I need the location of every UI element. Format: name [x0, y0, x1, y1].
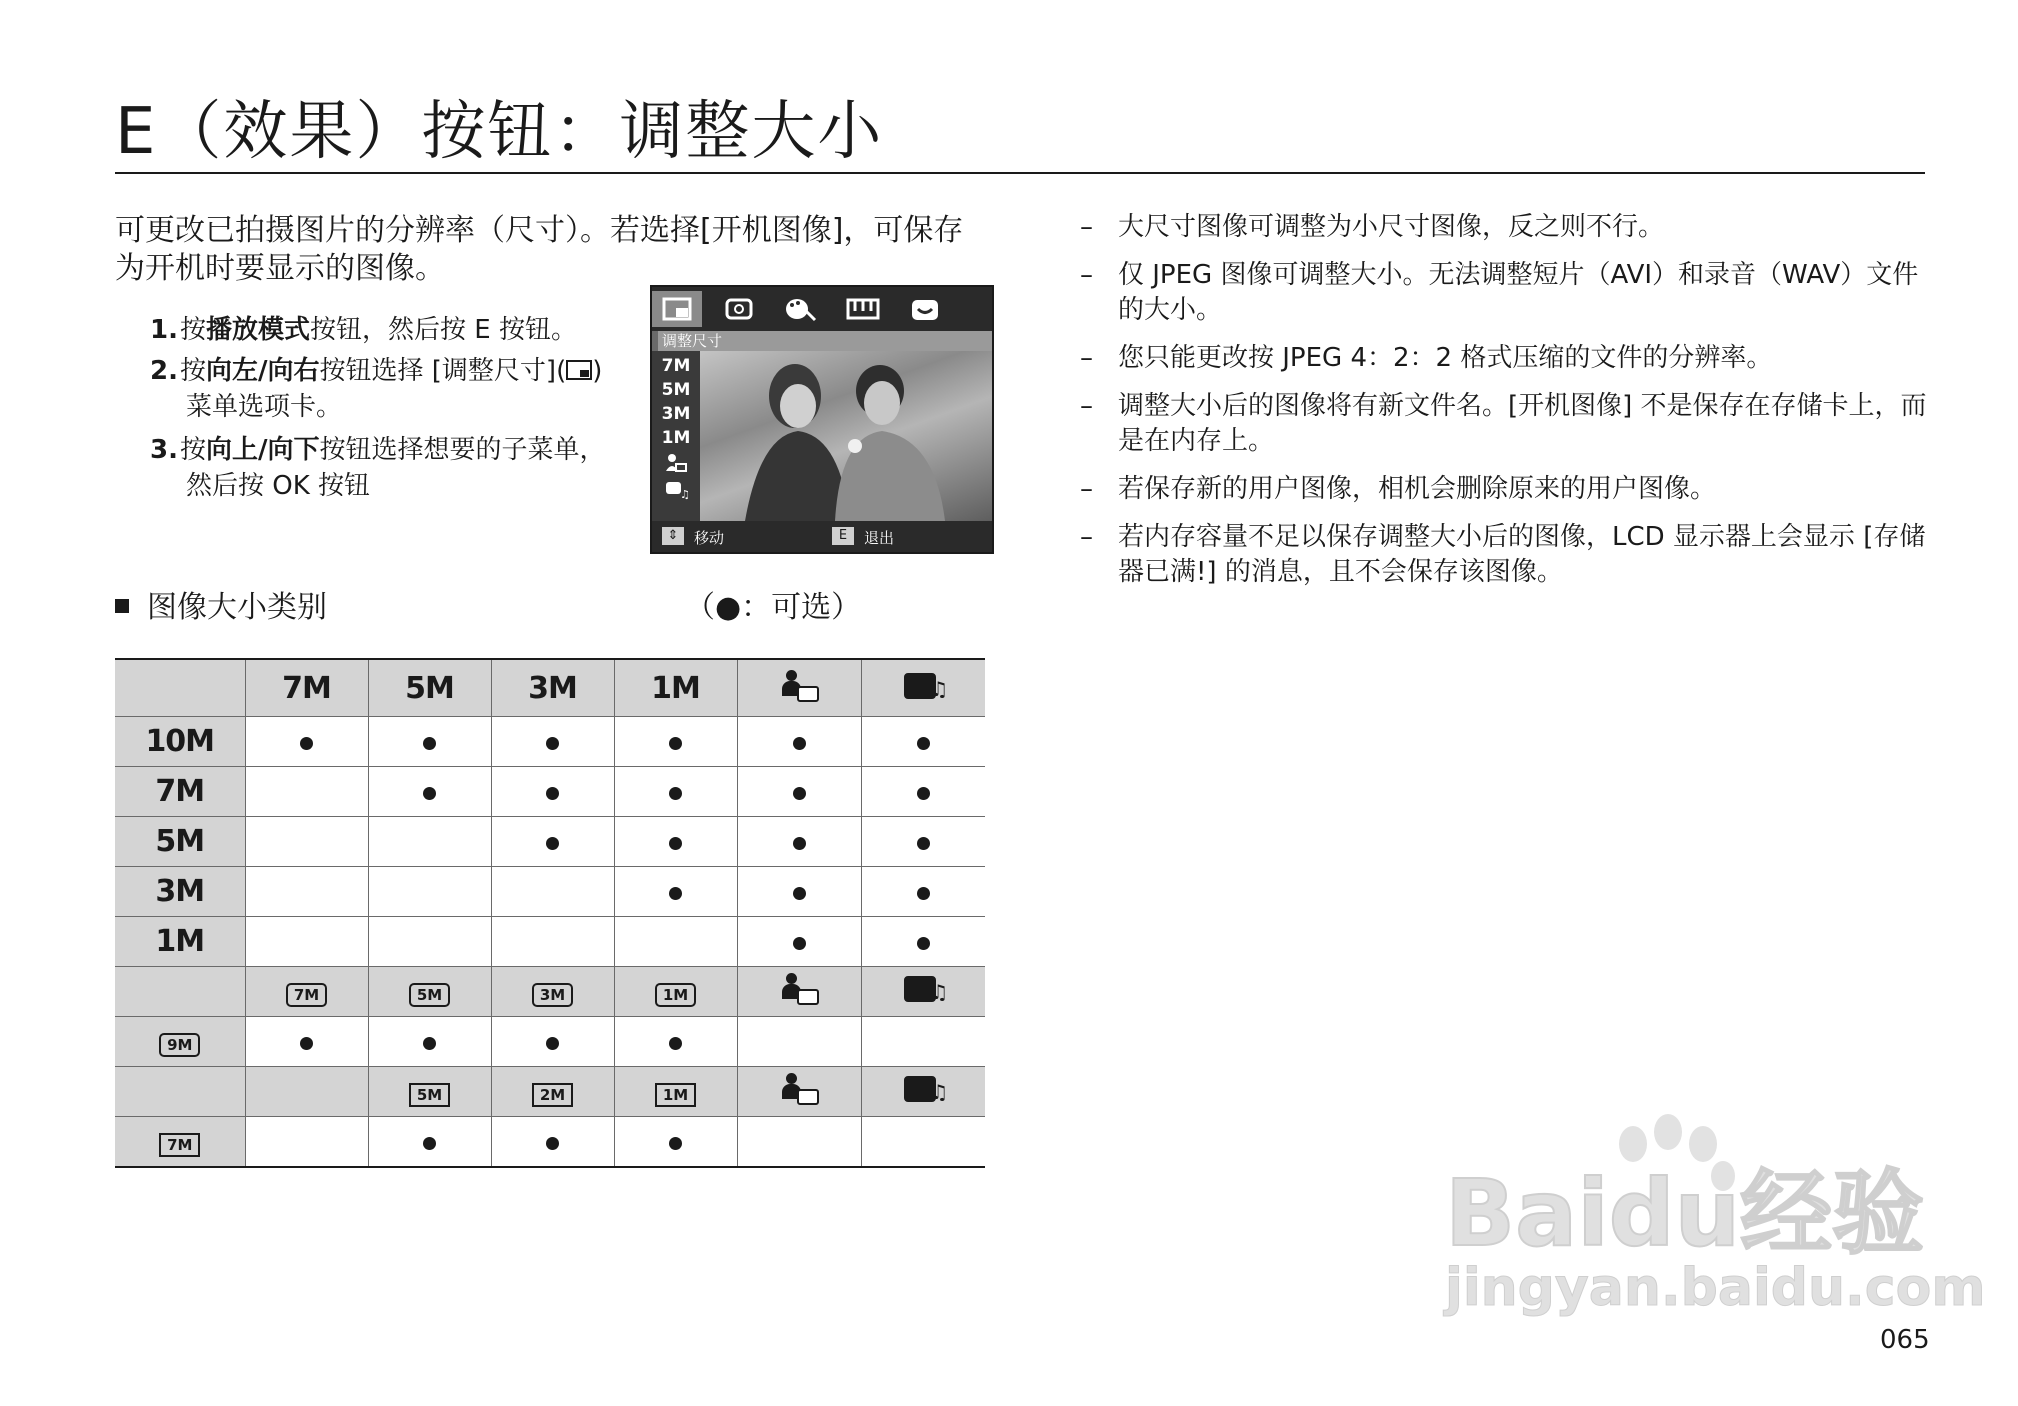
- table-row: [115, 867, 985, 917]
- startup-image-icon: ♫: [904, 671, 942, 699]
- table-cell: [737, 717, 861, 767]
- step-number: 1.: [150, 315, 178, 345]
- available-dot-icon: [423, 1037, 436, 1050]
- fun-tab-icon: [900, 291, 950, 327]
- step-emphasis: 向左/向右: [206, 356, 320, 386]
- submenu-item: 1M: [661, 428, 691, 448]
- table-cell: [245, 767, 368, 817]
- table-cell: [737, 917, 861, 967]
- available-dot-icon: [546, 787, 559, 800]
- resolution-label: 5M: [409, 983, 450, 1007]
- table-cell: [614, 717, 737, 767]
- up-down-icon: ⇕: [662, 527, 684, 545]
- resolution-label: 10M: [145, 724, 215, 759]
- available-dot-icon: [669, 737, 682, 750]
- watermark-brand: Baidu经验: [1445, 1160, 1925, 1267]
- step-text: 按: [180, 435, 207, 465]
- camera-screen-illustration: [650, 285, 994, 554]
- column-header: [861, 659, 985, 717]
- note-item: – 大尺寸图像可调整为小尺寸图像，反之则不行。: [1080, 210, 1930, 245]
- table-cell: [861, 817, 985, 867]
- table-row: [115, 717, 985, 767]
- resize-tab-icon: [652, 291, 702, 327]
- step-text: ): [592, 356, 603, 386]
- available-dot-icon: [793, 737, 806, 750]
- diagonal-header-cell: [115, 1067, 245, 1117]
- table-cell: [491, 917, 614, 967]
- resolution-label: 7M: [159, 1133, 200, 1157]
- square-bullet: [115, 599, 129, 613]
- table-cell: [737, 767, 861, 817]
- table-cell: [491, 1017, 614, 1067]
- resolution-label: 3M: [532, 983, 573, 1007]
- submenu-item: 5M: [661, 380, 691, 400]
- table-cell: [368, 817, 491, 867]
- note-item: – 调整大小后的图像将有新文件名。[开机图像] 不是保存在存储卡上，而是在内存上。: [1080, 389, 1930, 459]
- row-header: [115, 717, 245, 767]
- resolution-label: 2M: [532, 1083, 573, 1107]
- step-3: [150, 432, 630, 504]
- available-dot-icon: [669, 1037, 682, 1050]
- available-dot-icon: [300, 1037, 313, 1050]
- table-cell: [245, 917, 368, 967]
- table-cell: [491, 1117, 614, 1168]
- column-header: [245, 659, 368, 717]
- intro-paragraph: 可更改已拍摄图片的分辨率（尺寸）。若选择[开机图像]，可保存为开机时要显示的图像。: [115, 213, 964, 286]
- table-cell: [614, 817, 737, 867]
- table-header-row: [115, 967, 985, 1017]
- resolution-label: 5M: [405, 670, 454, 706]
- row-header: [115, 817, 245, 867]
- row-header: [115, 1117, 245, 1168]
- note-item: – 若保存新的用户图像，相机会删除原来的用户图像。: [1080, 472, 1930, 507]
- person-camera-icon: [782, 973, 816, 1003]
- table-cell: [737, 867, 861, 917]
- available-dot-icon: [793, 937, 806, 950]
- resolution-label: 1M: [651, 670, 700, 706]
- page-number: 065: [1880, 1325, 1930, 1355]
- resolution-label: 7M: [282, 670, 331, 706]
- available-dot-icon: [917, 937, 930, 950]
- column-header: [368, 1067, 491, 1117]
- note-item: – 仅 JPEG 图像可调整大小。无法调整短片（AVI）和录音（WAV）文件的大小。: [1080, 258, 1930, 328]
- table-cell: [368, 917, 491, 967]
- column-header: [737, 659, 861, 717]
- table-cell: [245, 1117, 368, 1168]
- column-header: [491, 1067, 614, 1117]
- available-dot-icon: [669, 1137, 682, 1150]
- column-header: [861, 1067, 985, 1117]
- table-cell: [737, 1117, 861, 1168]
- table-cell: [861, 717, 985, 767]
- section-heading-text: 图像大小类别: [147, 590, 327, 625]
- available-dot-icon: [917, 737, 930, 750]
- resize-compatibility-table: [115, 658, 985, 1168]
- submenu-person-icon: [658, 453, 694, 475]
- step-number: 3.: [150, 435, 178, 465]
- person-camera-icon: [782, 1073, 816, 1103]
- available-dot-icon: [546, 1037, 559, 1050]
- table-cell: [368, 1017, 491, 1067]
- table-cell: [491, 717, 614, 767]
- diagonal-header-cell: [115, 967, 245, 1017]
- table-cell: [614, 917, 737, 967]
- column-header: [245, 967, 368, 1017]
- step-continuation: 然后按 OK 按钮: [186, 471, 371, 501]
- available-dot-icon: [423, 787, 436, 800]
- e-key: E: [832, 527, 854, 545]
- table-cell: [614, 867, 737, 917]
- available-dot-icon: [423, 1137, 436, 1150]
- step-text: 按: [180, 315, 207, 345]
- move-label: 移动: [694, 529, 725, 547]
- available-dot-icon: [546, 837, 559, 850]
- available-dot-icon: [669, 887, 682, 900]
- diagonal-header-cell: [115, 659, 245, 717]
- camera-submenu: [652, 351, 700, 521]
- available-dot-icon: [917, 837, 930, 850]
- color-tab-icon: [776, 291, 826, 327]
- table-cell: [861, 917, 985, 967]
- table-cell: [614, 767, 737, 817]
- empty-header-cell: [245, 1067, 368, 1117]
- svg-text:♫: ♫: [680, 488, 690, 501]
- table-cell: [861, 867, 985, 917]
- table-cell: [368, 867, 491, 917]
- available-dot-icon: [669, 787, 682, 800]
- page-title: E（效果）按钮：调整大小: [115, 95, 884, 169]
- resolution-label: 7M: [286, 983, 327, 1007]
- table-cell: [861, 767, 985, 817]
- table-cell: [245, 717, 368, 767]
- available-dot-icon: [793, 837, 806, 850]
- step-text: 按钮选择想要的子菜单，: [319, 435, 606, 465]
- table-cell: [861, 1117, 985, 1168]
- row-header: [115, 867, 245, 917]
- table-cell: [245, 1017, 368, 1067]
- watermark: [1445, 1140, 1986, 1320]
- startup-image-icon: ♫: [904, 974, 942, 1002]
- step-1: [150, 312, 630, 348]
- column-header: [737, 1067, 861, 1117]
- step-2: [150, 353, 630, 425]
- column-header: [737, 967, 861, 1017]
- resolution-label: 3M: [528, 670, 577, 706]
- resolution-label: 5M: [409, 1083, 450, 1107]
- table-cell: [614, 1017, 737, 1067]
- submenu-item: 7M: [661, 356, 691, 376]
- column-header: [368, 659, 491, 717]
- submenu-startup-icon: [658, 479, 694, 501]
- table-cell: [491, 867, 614, 917]
- table-cell: [491, 767, 614, 817]
- table-cell: [245, 867, 368, 917]
- column-header: [614, 967, 737, 1017]
- available-dot-icon: [917, 887, 930, 900]
- column-header: [614, 1067, 737, 1117]
- table-cell: [737, 1017, 861, 1067]
- available-dot-icon: [546, 1137, 559, 1150]
- step-text: 按: [180, 356, 207, 386]
- resolution-label: 5M: [155, 824, 205, 859]
- table-header-row: [115, 1067, 985, 1117]
- column-header: [368, 967, 491, 1017]
- row-header: [115, 1017, 245, 1067]
- section-heading: [115, 582, 327, 626]
- table-row: [115, 767, 985, 817]
- available-dot-icon: [423, 737, 436, 750]
- table-row: [115, 917, 985, 967]
- column-header: [491, 967, 614, 1017]
- column-header: [491, 659, 614, 717]
- available-dot-icon: [917, 787, 930, 800]
- resolution-label: 1M: [155, 924, 205, 959]
- resolution-label: 3M: [155, 874, 205, 909]
- person-camera-icon: [782, 670, 816, 700]
- notes-list: [1080, 210, 1930, 603]
- table-row: [115, 817, 985, 867]
- available-dot-icon: [300, 737, 313, 750]
- table-cell: [861, 1017, 985, 1067]
- row-header: [115, 917, 245, 967]
- available-dot-icon: [669, 837, 682, 850]
- step-continuation: 菜单选项卡。: [186, 392, 343, 422]
- table-row: [115, 1017, 985, 1067]
- step-emphasis: 播放模式: [206, 315, 311, 345]
- camera-menu-label: 调整尺寸: [658, 331, 992, 351]
- startup-image-icon: ♫: [904, 1074, 942, 1102]
- camera-menu-tabs: [652, 287, 992, 331]
- submenu-item: 3M: [661, 404, 691, 424]
- resolution-label: 1M: [655, 983, 696, 1007]
- row-header: [115, 767, 245, 817]
- resolution-label: 1M: [655, 1083, 696, 1107]
- image-edit-tab-icon: [838, 291, 888, 327]
- step-emphasis: 向上/向下: [206, 435, 320, 465]
- table-row: [115, 1117, 985, 1168]
- step-text: 按钮选择 [调整尺寸](: [319, 356, 567, 386]
- column-header: [861, 967, 985, 1017]
- step-text: 按钮，然后按 E 按钮。: [310, 315, 577, 345]
- available-dot-icon: [793, 887, 806, 900]
- watermark-url: jingyan.baidu.com: [1445, 1258, 1986, 1318]
- resolution-label: 7M: [155, 774, 205, 809]
- available-dot-icon: [546, 737, 559, 750]
- table-cell: [491, 817, 614, 867]
- title-divider: [115, 172, 1925, 174]
- note-item: – 您只能更改按 JPEG 4：2：2 格式压缩的文件的分辨率。: [1080, 341, 1930, 376]
- step-number: 2.: [150, 356, 178, 386]
- table-cell: [368, 717, 491, 767]
- exit-label: 退出: [864, 529, 895, 547]
- legend: （●：可选）: [685, 590, 862, 625]
- table-cell: [614, 1117, 737, 1168]
- available-dot-icon: [793, 787, 806, 800]
- resize-icon: [566, 360, 592, 380]
- table-cell: [368, 767, 491, 817]
- note-item: – 若内存容量不足以保存调整大小后的图像，LCD 显示器上会显示 [存储器已满!] 的消息，且不会保存该图像。: [1080, 520, 1930, 590]
- table-cell: [368, 1117, 491, 1168]
- rotate-tab-icon: [714, 291, 764, 327]
- sample-photo: [700, 351, 992, 521]
- table-cell: [245, 817, 368, 867]
- table-header-row: [115, 659, 985, 717]
- column-header: [614, 659, 737, 717]
- resolution-label: 9M: [159, 1033, 200, 1057]
- table-cell: [737, 817, 861, 867]
- camera-bottom-bar: [652, 521, 992, 552]
